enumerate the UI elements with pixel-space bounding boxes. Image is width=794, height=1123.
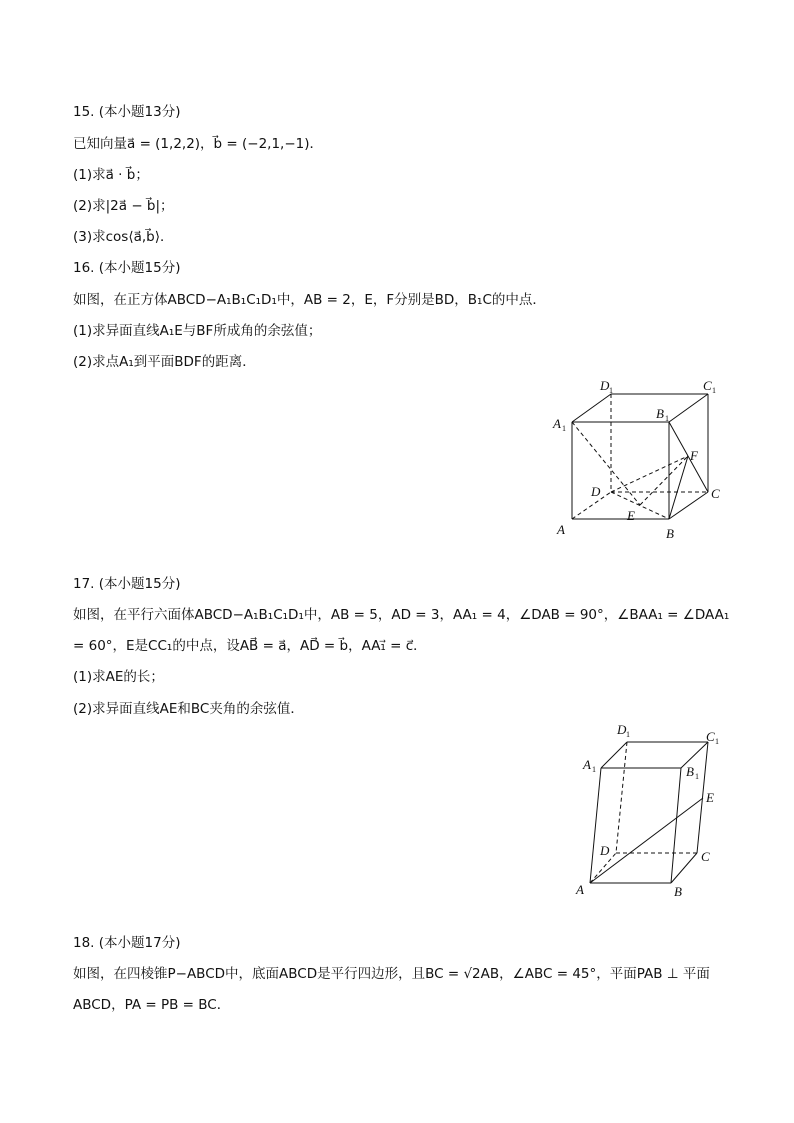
label-c1-sub: 1: [712, 386, 716, 395]
label-b1: B: [686, 764, 694, 779]
label-d1: D: [600, 378, 610, 393]
parallelepiped-figure: [568, 718, 736, 902]
problem-18-statement-1: 如图，在四棱锥P−ABCD中，底面ABCD是平行四边形，且BC = √2AB，∠ABC = 45°，平面PAB ⊥ 平面: [73, 966, 710, 982]
label-b1-sub: 1: [695, 772, 699, 781]
problem-16-statement: 如图，在正方体ABCD−A₁B₁C₁D₁中，AB = 2，E，F分别是BD，B₁C的中点．: [73, 292, 546, 308]
label-c1: C: [706, 729, 715, 744]
problem-15-part-2: (2)求|2a⃗ − b⃗|；: [73, 198, 174, 214]
label-c: C: [711, 486, 720, 501]
label-f: F: [690, 448, 698, 463]
problem-17-header: 17. (本小题15分): [73, 576, 181, 592]
label-d1-sub: 1: [609, 386, 613, 395]
problem-15-statement: 已知向量a⃗ = (1,2,2)，b⃗ = (−2,1,−1)．: [73, 136, 324, 152]
problem-17-part-2: (2)求异面直线AE和BC夹角的余弦值．: [73, 701, 304, 717]
label-b: B: [666, 526, 674, 541]
label-d: D: [600, 843, 610, 858]
label-b1-sub: 1: [665, 414, 669, 423]
problem-16-part-1: (1)求异面直线A₁E与BF所成角的余弦值；: [73, 323, 322, 339]
label-e: E: [627, 508, 635, 523]
problem-17-part-1: (1)求AE的长；: [73, 669, 164, 685]
label-a1: A: [583, 757, 591, 772]
label-d: D: [591, 484, 601, 499]
problem-15-part-1: (1)求a⃗ · b⃗；: [73, 167, 149, 183]
label-a1: A: [553, 416, 561, 431]
problem-15-header: 15. (本小题13分): [73, 104, 181, 120]
problem-16-header: 16. (本小题15分): [73, 260, 181, 276]
cube-figure: [548, 372, 728, 544]
label-b: B: [674, 884, 682, 899]
label-a1-sub: 1: [592, 765, 596, 774]
label-c1-sub: 1: [715, 737, 719, 746]
label-a1-sub: 1: [562, 424, 566, 433]
label-d1-sub: 1: [626, 730, 630, 739]
label-e: E: [706, 790, 714, 805]
problem-18-header: 18. (本小题17分): [73, 935, 181, 951]
label-a: A: [557, 522, 565, 537]
problem-17-statement-2: = 60°，E是CC₁的中点，设AB⃗ = a⃗，AD⃗ = b⃗，AA₁⃗ = c⃗．: [73, 638, 427, 654]
label-d1: D: [617, 722, 627, 737]
label-c: C: [701, 849, 710, 864]
problem-17-statement-1: 如图，在平行六面体ABCD−A₁B₁C₁D₁中，AB = 5，AD = 3，AA₁ = 4，∠DAB = 90°，∠BAA₁ = ∠DAA₁: [73, 607, 730, 623]
label-c1: C: [703, 378, 712, 393]
problem-15-part-3: (3)求cos⟨a⃗,b⃗⟩．: [73, 229, 174, 245]
problem-16-part-2: (2)求点A₁到平面BDF的距离．: [73, 354, 256, 370]
problem-18-statement-2: ABCD，PA = PB = BC．: [73, 997, 231, 1013]
label-b1: B: [656, 406, 664, 421]
label-a: A: [576, 882, 584, 897]
